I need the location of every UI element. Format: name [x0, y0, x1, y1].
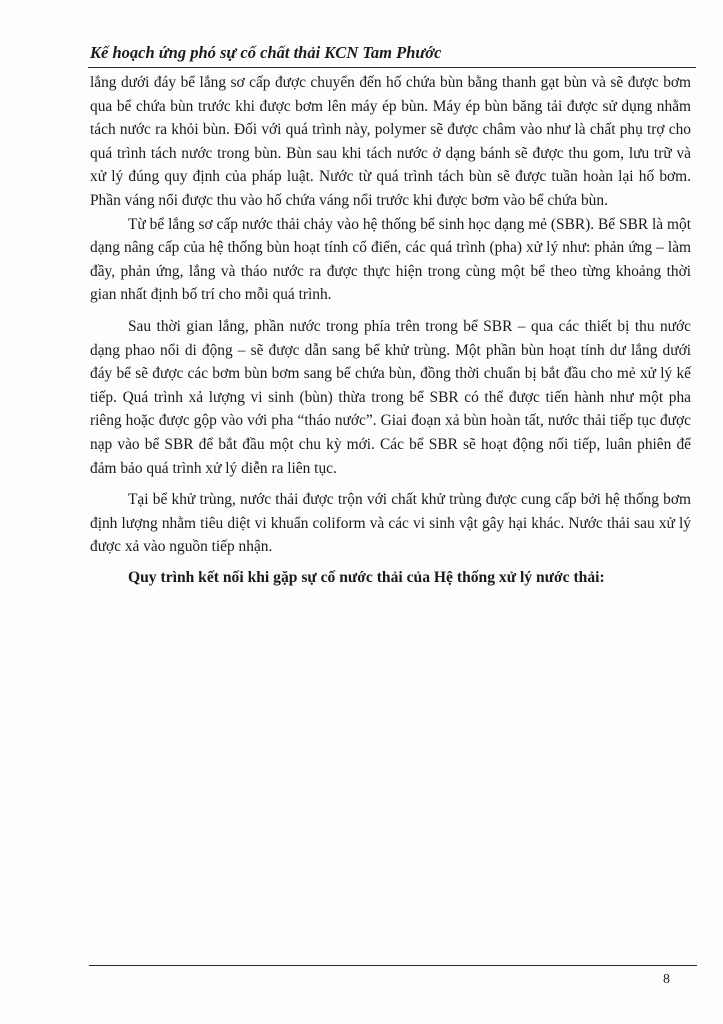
page-number: 8 [663, 972, 670, 987]
paragraph-4: Tại bể khử trùng, nước thải được trộn với chất khử trùng được cung cấp bởi hệ thống bơm định lượng nhằm tiêu diệt vi khuẩn coliform và các vi sinh vật gây hại khác. Nước thải sau xử lý được xả vào nguồn tiếp nhận. [90, 491, 691, 556]
header-divider [88, 67, 696, 68]
paragraph-2: Từ bể lắng sơ cấp nước thải chảy vào hệ thống bể sinh học dạng mẻ (SBR). Bể SBR là một dạng nâng cấp của hệ thống bùn hoạt tính cổ điển, các quá trình (pha) xử lý như: phản ứng – làm đầy, phản ứng, lắng và tháo nước ra được thực hiện trong cùng một bể theo từng khoảng thời gian nhất định bố trí cho mỗi quá trình. [90, 215, 691, 304]
section-title: Quy trình kết nối khi gặp sự cố nước thải của Hệ thống xử lý nước thải: [128, 568, 605, 586]
document-body [90, 71, 691, 589]
paragraph-3: Sau thời gian lắng, phần nước trong phía trên trong bể SBR – qua các thiết bị thu nước dạng phao nổi di động – sẽ được dẫn sang bể khử trùng. Một phần bùn hoạt tính dư lắng dưới đáy bể sẽ được các bơm bùn bơm sang bể chứa bùn, đồng thời chuẩn bị bắt đầu cho mẻ xử lý kế tiếp. Quá trình xả lượng vi sinh (bùn) thừa trong bể SBR có thể được tiến hành như một pha riêng hoặc được gộp vào với pha “tháo nước”. Giai đoạn xả bùn hoàn tất, nước thải tiếp tục được nạp vào bể SBR để bắt đầu một chu kỳ mới. Các bể SBR sẽ hoạt động nối tiếp, luân phiên để đảm bảo quá trình xử lý diễn ra liên tục. [90, 317, 691, 477]
page-header-title: Kế hoạch ứng phó sự cố chất thải KCN Tam Phước [90, 43, 442, 62]
footer-divider [89, 965, 697, 966]
paragraph-1: lắng dưới đáy bể lắng sơ cấp được chuyển đến hố chứa bùn bằng thanh gạt bùn và sẽ được bơm qua bể chứa bùn trước khi được bơm lên máy ép bùn. Máy ép bùn băng tải được sử dụng nhằm tách nước ra khỏi bùn. Đối với quá trình này, polymer sẽ được châm vào như là chất phụ trợ cho quá trình tách nước trong bùn. Bùn sau khi tách nước ở dạng bánh sẽ được thu gom, lưu trữ và xử lý đúng quy định của pháp luật. Nước từ quá trình tách bùn sẽ được tuần hoàn lại hố bơm. Phần váng nổi được thu vào hố chứa váng nổi trước khi được bơm vào bể chứa bùn. [90, 74, 691, 209]
